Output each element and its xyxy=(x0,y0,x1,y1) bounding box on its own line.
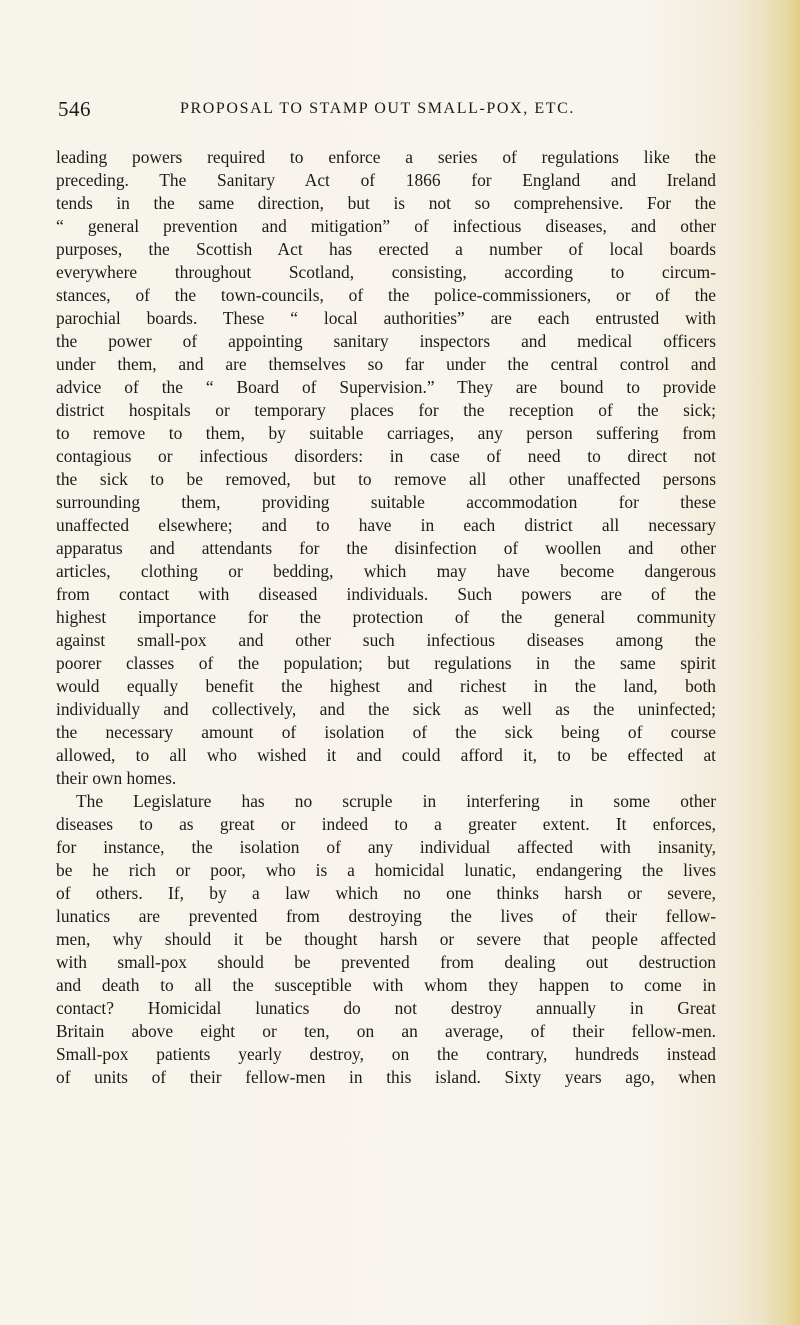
text-line: for instance, the isolation of any individual affected with insanity, xyxy=(56,837,716,857)
paragraph-2 xyxy=(56,790,716,1089)
text-line: individually and collectively, and the sick as well as the uninfected; xyxy=(56,699,716,719)
body-text xyxy=(56,146,716,1089)
text-line: parochial boards. These “ local authorities” are each entrusted with xyxy=(56,308,716,328)
text-line: advice of the “ Board of Supervision.” They are bound to provide xyxy=(56,377,716,397)
text-line: “ general prevention and mitigation” of infectious diseases, and other xyxy=(56,216,716,236)
text-line: highest importance for the protection of the general community xyxy=(56,607,716,627)
text-line: stances, of the town-councils, of the police-commissioners, or of the xyxy=(56,285,716,305)
text-line: would equally benefit the highest and richest in the land, both xyxy=(56,676,716,696)
text-line: to remove to them, by suitable carriages, any person suffering from xyxy=(56,423,716,443)
page-edge-shadow xyxy=(764,0,800,1325)
text-line: articles, clothing or bedding, which may have become dangerous xyxy=(56,561,716,581)
text-line: of units of their fellow-men in this island. Sixty years ago, when xyxy=(56,1067,716,1087)
text-line: Britain above eight or ten, on an average, of their fellow-men. xyxy=(56,1021,716,1041)
text-line: under them, and are themselves so far under the central control and xyxy=(56,354,716,374)
text-line: district hospitals or temporary places for the reception of the sick; xyxy=(56,400,716,420)
text-line: against small-pox and other such infectious diseases among the xyxy=(56,630,716,650)
page-number: 546 xyxy=(58,97,91,121)
text-line: tends in the same direction, but is not so comprehensive. For the xyxy=(56,193,716,213)
text-line: allowed, to all who wished it and could afford it, to be effected at xyxy=(56,745,716,765)
text-line: contagious or infectious disorders: in case of need to direct not xyxy=(56,446,716,466)
text-line: leading powers required to enforce a series of regulations like the xyxy=(56,147,716,167)
text-line: with small-pox should be prevented from dealing out destruction xyxy=(56,952,716,972)
text-line: apparatus and attendants for the disinfection of woollen and other xyxy=(56,538,716,558)
text-line: of others. If, by a law which no one thinks harsh or severe, xyxy=(56,883,716,903)
text-line: purposes, the Scottish Act has erected a number of local boards xyxy=(56,239,716,259)
text-line: poorer classes of the population; but regulations in the same spirit xyxy=(56,653,716,673)
running-title: PROPOSAL TO STAMP OUT SMALL-POX, ETC. xyxy=(180,100,576,117)
text-line: everywhere throughout Scotland, consisting, according to circum- xyxy=(56,262,716,282)
text-line: The Legislature has no scruple in interfering in some other xyxy=(76,791,716,811)
text-line: contact? Homicidal lunatics do not destroy annually in Great xyxy=(56,998,716,1018)
page-header xyxy=(58,97,718,127)
text-line: diseases to as great or indeed to a greater extent. It enforces, xyxy=(56,814,716,834)
text-line: unaffected elsewhere; and to have in each district all necessary xyxy=(56,515,716,535)
text-line: lunatics are prevented from destroying the lives of their fellow- xyxy=(56,906,716,926)
text-line: from contact with diseased individuals. Such powers are of the xyxy=(56,584,716,604)
text-line: men, why should it be thought harsh or severe that people affected xyxy=(56,929,716,949)
paragraph-1 xyxy=(56,146,716,790)
text-line: be he rich or poor, who is a homicidal lunatic, endangering the lives xyxy=(56,860,716,880)
text-line: preceding. The Sanitary Act of 1866 for England and Ireland xyxy=(56,170,716,190)
text-line: surrounding them, providing suitable accommodation for these xyxy=(56,492,716,512)
text-line: Small-pox patients yearly destroy, on the contrary, hundreds instead xyxy=(56,1044,716,1064)
text-line: and death to all the susceptible with whom they happen to come in xyxy=(56,975,716,995)
text-line: their own homes. xyxy=(56,768,177,788)
text-line: the power of appointing sanitary inspectors and medical officers xyxy=(56,331,716,351)
text-line: the sick to be removed, but to remove all other unaffected persons xyxy=(56,469,716,489)
text-line: the necessary amount of isolation of the sick being of course xyxy=(56,722,716,742)
